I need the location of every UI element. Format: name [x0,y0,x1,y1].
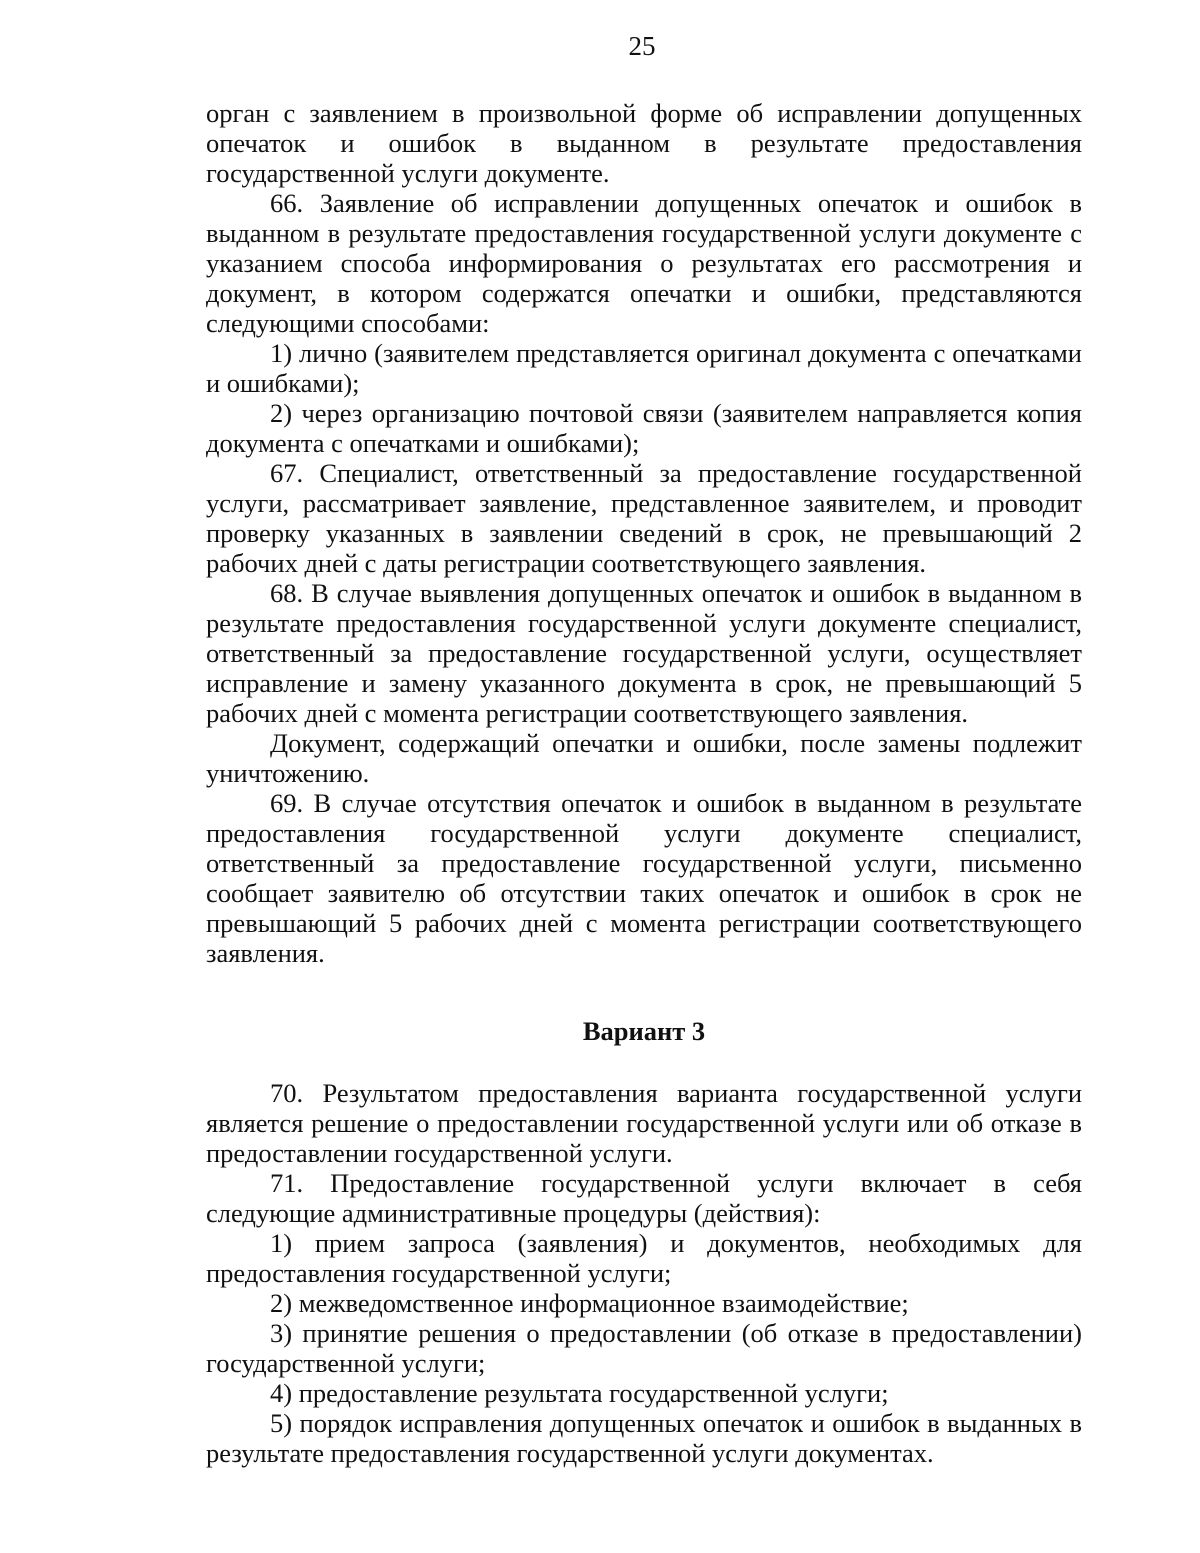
paragraph-68: 68. В случае выявления допущенных опечаток и ошибок в выданном в результате предоставления государственной услуги документе специалист, ответственный за предоставление государственной услуги, осуществляет исправление и замену указанного документа в срок, не превышающий 5 рабочих дней с момента регистрации соответствующего заявления. [206,578,1082,728]
paragraph-70: 70. Результатом предоставления варианта государственной услуги является решение о предоставлении государственной услуги или об отказе в предоставлении государственной услуги. [206,1078,1082,1168]
document-body [206,98,1082,1468]
paragraph-71: 71. Предоставление государственной услуги включает в себя следующие административные процедуры (действия): [206,1168,1082,1228]
paragraph: Документ, содержащий опечатки и ошибки, после замены подлежит уничтожению. [206,728,1082,788]
list-item-3: 3) принятие решения о предоставлении (об отказе в предоставлении) государственной услуги; [206,1318,1082,1378]
list-item-2: 2) межведомственное информационное взаимодействие; [270,1288,909,1318]
paragraph-67: 67. Специалист, ответственный за предоставление государственной услуги, рассматривает заявление, представленное заявителем, и проводит проверку указанных в заявлении сведений в срок, не превышающий 2 рабочих дней с даты регистрации соответствующего заявления. [206,458,1082,578]
list-item-2: 2) через организацию почтовой связи (заявителем направляется копия документа с опечатками и ошибками); [206,398,1082,458]
list-item-5: 5) порядок исправления допущенных опечаток и ошибок в выданных в результате предоставления государственной услуги документах. [206,1408,1082,1468]
paragraph-66: 66. Заявление об исправлении допущенных опечаток и ошибок в выданном в результате предоставления государственной услуги документе с указанием способа информирования о результатах его рассмотрения и документ, в котором содержатся опечатки и ошибки, представляются следующими способами: [206,188,1082,338]
list-item-1: 1) лично (заявителем представляется оригинал документа с опечатками и ошибками); [206,338,1082,398]
section-heading: Вариант 3 [582,1016,706,1046]
paragraph: орган с заявлением в произвольной форме об исправлении допущенных опечаток и ошибок в выданном в результате предоставления государственной услуги документе. [206,98,1082,188]
list-item-4: 4) предоставление результата государственной услуги; [270,1378,889,1408]
page-number: 25 [628,31,656,61]
paragraph-69: 69. В случае отсутствия опечаток и ошибок в выданном в результате предоставления государственной услуги документе специалист, ответственный за предоставление государственной услуги, письменно сообщает заявителю об отсутствии таких опечаток и ошибок в срок не превышающий 5 рабочих дней с момента регистрации соответствующего заявления. [206,788,1082,968]
list-item-1: 1) прием запроса (заявления) и документов, необходимых для предоставления государственной услуги; [206,1228,1082,1288]
